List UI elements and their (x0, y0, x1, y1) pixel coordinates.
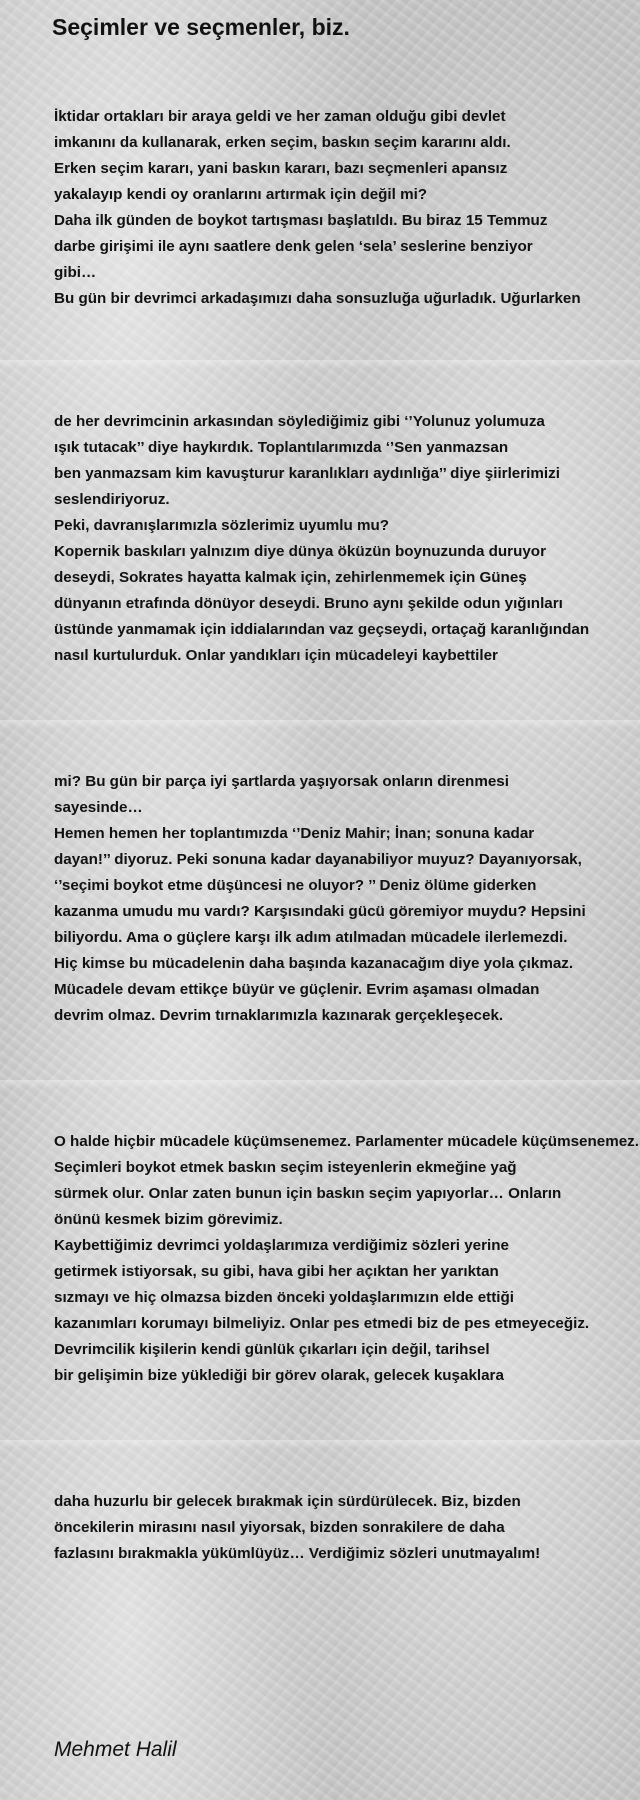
poem-line: biliyordu. Ama o güçlere karşı ilk adım atılmadan mücadele ilerlemezdi. (54, 929, 568, 946)
poem-line: Bu gün bir devrimci arkadaşımızı daha sonsuzluğa uğurladık. Uğurlarken (54, 290, 581, 307)
stanza-4 (54, 1129, 640, 1389)
poem-line: Kopernik baskıları yalnızım diye dünya öküzün boynuzunda duruyor (54, 543, 546, 560)
stanza-5 (54, 1489, 640, 1567)
stanza-1 (54, 104, 640, 312)
poem-line: ‘’seçimi boykot etme düşüncesi ne oluyor? ’’ Deniz ölüme giderken (54, 877, 537, 894)
poem-line: sayesinde… (54, 799, 143, 816)
poem-line: dayan!’’ diyoruz. Peki sonuna kadar dayanabiliyor muyuz? Dayanıyorsak, (54, 851, 582, 868)
poem-line: ben yanmazsam kim kavuşturur karanlıkları aydınlığa’’ diye şiirlerimizi (54, 465, 560, 482)
poem-line: nasıl kurtulurduk. Onlar yandıkları için mücadeleyi kaybettiler (54, 647, 498, 664)
poem-line: seslendiriyoruz. (54, 491, 170, 508)
poem-line: sızmayı ve hiç olmazsa bizden önceki yoldaşlarımızın elde ettiği (54, 1289, 515, 1306)
poem-line: kazanma umudu mu vardı? Karşısındaki gücü göremiyor muydu? Hepsini (54, 903, 586, 920)
poem-line: gibi… (54, 264, 97, 281)
poem-line: darbe girişimi ile aynı saatlere denk gelen ‘sela’ seslerine benziyor (54, 238, 533, 255)
poem-line: öncekilerin mirasını nasıl yiyorsak, bizden sonrakilere de daha (54, 1519, 505, 1536)
stanza-block-2 (0, 360, 640, 720)
poem-line: sürmek olur. Onlar zaten bunun için baskın seçim yapıyorlar… Onların (54, 1185, 562, 1202)
poem-line: Daha ilk günden de boykot tartışması başlatıldı. Bu biraz 15 Temmuz (54, 212, 548, 229)
poem-line: ışık tutacak’’ diye haykırdık. Toplantılarımızda ‘’Sen yanmazsan (54, 439, 509, 456)
poem-line: daha huzurlu bir gelecek bırakmak için sürdürülecek. Biz, bizden (54, 1493, 521, 1510)
stanza-block-3 (0, 720, 640, 1080)
poem-line: Devrimcilik kişilerin kendi günlük çıkarları için değil, tarihsel (54, 1341, 490, 1358)
author-name: Mehmet Halil (54, 1738, 177, 1761)
poem-line: mi? Bu gün bir parça iyi şartlarda yaşıyorsak onların direnmesi (54, 773, 509, 790)
poem-line: yakalayıp kendi oy oranlarını artırmak için değil mi? (54, 186, 428, 203)
stanza-3 (54, 769, 640, 1029)
poem-line: devrim olmaz. Devrim tırnaklarımızla kazınarak gerçekleşecek. (54, 1007, 504, 1024)
poem-line: Peki, davranışlarımızla sözlerimiz uyumlu mu? (54, 517, 390, 534)
poem-line: getirmek istiyorsak, su gibi, hava gibi her açıktan her yarıktan (54, 1263, 499, 1280)
poem-line: fazlasını bırakmakla yükümlüyüz… Verdiğimiz sözleri unutmayalım! (54, 1545, 541, 1562)
stanza-block-4 (0, 1080, 640, 1440)
stanza-block-1 (0, 0, 640, 360)
poem-line: imkanını da kullanarak, erken seçim, baskın seçim kararını aldı. (54, 134, 511, 151)
poem-line: Kaybettiğimiz devrimci yoldaşlarımıza verdiğimiz sözleri yerine (54, 1237, 509, 1254)
poem-line: Hiç kimse bu mücadelenin daha başında kazanacağım diye yola çıkmaz. (54, 955, 574, 972)
stanza-2 (54, 409, 640, 669)
poem-line: İktidar ortakları bir araya geldi ve her zaman olduğu gibi devlet (54, 108, 506, 125)
poem-line: dünyanın etrafında dönüyor deseydi. Bruno aynı şekilde odun yığınları (54, 595, 563, 612)
poem-line: de her devrimcinin arkasından söylediğimiz gibi ‘’Yolunuz yolumuza (54, 413, 545, 430)
poem-line: önünü kesmek bizim görevimiz. (54, 1211, 283, 1228)
poem-line: Erken seçim kararı, yani baskın kararı, bazı seçmenleri apansız (54, 160, 508, 177)
poem-line: Mücadele devam ettikçe büyür ve güçlenir. Evrim aşaması olmadan (54, 981, 540, 998)
poem-line: O halde hiçbir mücadele küçümsenemez. Parlamenter mücadele küçümsenemez. (54, 1133, 639, 1150)
poem-line: kazanımları korumayı bilmeliyiz. Onlar pes etmedi biz de pes etmeyeceğiz. (54, 1315, 590, 1332)
poem-title: Seçimler ve seçmenler, biz. (52, 14, 350, 40)
poem-line: Hemen hemen her toplantımızda ‘’Deniz Mahir; İnan; sonuna kadar (54, 825, 535, 842)
poem-line: deseydi, Sokrates hayatta kalmak için, zehirlenmemek için Güneş (54, 569, 527, 586)
poem-line: üstünde yanmamak için iddialarından vaz geçseydi, ortaçağ karanlığından (54, 621, 590, 638)
poem-line: bir gelişimin bize yüklediği bir görev olarak, gelecek kuşaklara (54, 1367, 504, 1384)
poem-line: Seçimleri boykot etmek baskın seçim isteyenlerin ekmeğine yağ (54, 1159, 517, 1176)
